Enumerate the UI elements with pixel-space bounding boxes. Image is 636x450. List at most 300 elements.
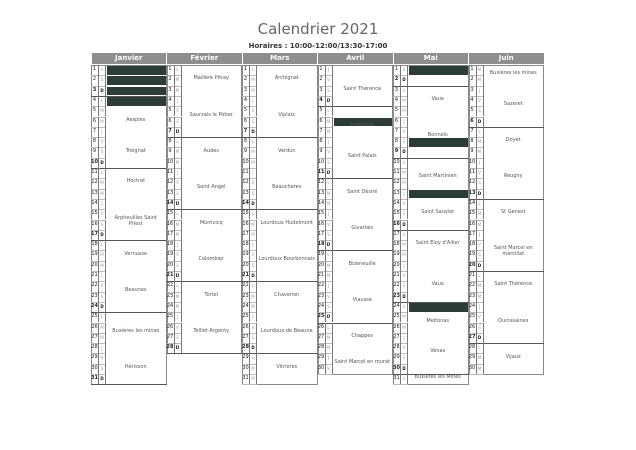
day-number: 5	[393, 106, 401, 116]
day-letter: M	[175, 302, 182, 312]
day-row-line	[469, 374, 484, 375]
day-number: 26	[469, 323, 477, 333]
day-row-line	[91, 384, 167, 385]
location-label: Buxières les mines	[489, 70, 537, 77]
day-letter: V	[99, 209, 106, 219]
day-letter: J	[99, 127, 106, 137]
day-number: 24	[167, 302, 175, 312]
day-number: 16	[167, 220, 175, 230]
location-label: Saint Marcel en marcillat	[493, 245, 533, 258]
day-number: 9	[469, 147, 477, 157]
day-number: 24	[242, 302, 250, 312]
day-letter: J	[326, 65, 333, 75]
day-letter: J	[477, 86, 484, 96]
day-number: 14	[393, 199, 401, 209]
day-number: 19	[167, 250, 175, 260]
blocked-day-cell	[409, 66, 468, 75]
day-number: 10	[469, 158, 477, 168]
day-letter: D	[401, 364, 408, 374]
day-letter: M	[401, 168, 408, 178]
day-letter: L	[477, 127, 484, 137]
day-letter: S	[250, 261, 257, 271]
day-number: 6	[242, 117, 250, 127]
day-number: 15	[242, 209, 250, 219]
day-letter: J	[250, 168, 257, 178]
location-label: Hoctrat	[126, 178, 146, 185]
day-number: 12	[393, 178, 401, 188]
day-number: 19	[242, 250, 250, 260]
day-letter: S	[175, 261, 182, 271]
day-letter: S	[477, 106, 484, 116]
day-letter: V	[401, 343, 408, 353]
day-number: 5	[242, 106, 250, 116]
location-label: Teillet Argenty	[193, 327, 230, 334]
location-label: Maillère Pitray	[193, 75, 230, 82]
day-letter: D	[250, 271, 257, 281]
day-number: 7	[469, 127, 477, 137]
day-letter: D	[99, 158, 106, 168]
day-number: 20	[393, 261, 401, 271]
location-label: Chappes	[351, 332, 374, 339]
day-letter: M	[99, 333, 106, 343]
location-label: Sazeret	[503, 101, 523, 108]
location-label: Treignat	[125, 147, 146, 154]
location-label: Beaucheres	[272, 183, 302, 190]
day-number: 28	[91, 343, 99, 353]
day-number: 16	[242, 220, 250, 230]
day-number: 11	[393, 168, 401, 178]
day-letter: M	[401, 178, 408, 188]
day-letter: S	[175, 117, 182, 127]
day-letter: M	[477, 137, 484, 147]
day-number: 31	[91, 374, 99, 384]
day-number: 14	[469, 199, 477, 209]
day-letter: J	[250, 312, 257, 322]
location-label: Vaux	[431, 96, 444, 103]
day-number: 20	[318, 261, 326, 271]
day-letter: S	[326, 302, 333, 312]
day-number: 2	[469, 75, 477, 85]
day-number: 30	[393, 364, 401, 374]
day-number: 21	[167, 271, 175, 281]
day-number: 23	[242, 292, 250, 302]
day-letter: J	[401, 117, 408, 127]
day-number: 18	[167, 240, 175, 250]
day-number: 25	[393, 312, 401, 322]
day-number: 18	[469, 240, 477, 250]
day-number: 8	[167, 137, 175, 147]
day-letter: L	[175, 137, 182, 147]
location-label: Hérisson	[124, 363, 147, 370]
day-number: 23	[167, 292, 175, 302]
day-number: 11	[167, 168, 175, 178]
location-label: Meltonas	[426, 317, 450, 324]
day-letter: J	[99, 343, 106, 353]
day-letter: D	[99, 374, 106, 384]
day-number: 5	[167, 106, 175, 116]
day-letter: S	[401, 137, 408, 147]
day-number: 8	[469, 137, 477, 147]
day-number: 23	[91, 292, 99, 302]
day-letter: J	[175, 240, 182, 250]
day-number: 10	[393, 158, 401, 168]
location-label: Saint Thérence	[494, 281, 533, 288]
day-number: 7	[393, 127, 401, 137]
day-letter: D	[401, 147, 408, 157]
day-number: 25	[318, 312, 326, 322]
month-header: Février	[167, 53, 242, 64]
day-letter: J	[326, 209, 333, 219]
day-letter: D	[326, 240, 333, 250]
day-letter: J	[477, 158, 484, 168]
day-letter: M	[477, 75, 484, 85]
day-letter: D	[250, 343, 257, 353]
day-number: 26	[393, 323, 401, 333]
day-number: 29	[318, 353, 326, 363]
location-label: Saint Eloy d'Allier	[415, 240, 460, 247]
day-letter: V	[175, 106, 182, 116]
day-number: 1	[167, 65, 175, 75]
day-number: 9	[242, 147, 250, 157]
day-number: 2	[393, 75, 401, 85]
location-label: St Genest	[501, 209, 526, 216]
day-letter: D	[250, 127, 257, 137]
day-number: 26	[91, 323, 99, 333]
day-number: 19	[91, 250, 99, 260]
day-letter: M	[326, 117, 333, 127]
day-letter: S	[326, 230, 333, 240]
day-number: 4	[393, 96, 401, 106]
day-letter: J	[401, 261, 408, 271]
location-label: Buxières les Mines	[414, 374, 461, 381]
day-number: 16	[91, 220, 99, 230]
day-number: 8	[393, 137, 401, 147]
day-number: 22	[318, 281, 326, 291]
day-letter: M	[326, 199, 333, 209]
day-letter: M	[250, 364, 257, 374]
day-letter: V	[401, 271, 408, 281]
day-number: 26	[242, 323, 250, 333]
day-number: 20	[242, 261, 250, 271]
day-number: 16	[318, 220, 326, 230]
day-letter: M	[99, 323, 106, 333]
day-number: 13	[318, 189, 326, 199]
day-number: 18	[318, 240, 326, 250]
day-number: 30	[242, 364, 250, 374]
day-number: 17	[469, 230, 477, 240]
location-label: Arpheuilles Saint Priest	[114, 214, 157, 227]
day-number: 22	[393, 281, 401, 291]
day-number: 15	[393, 209, 401, 219]
day-number: 9	[91, 147, 99, 157]
day-letter: V	[477, 96, 484, 106]
day-letter: L	[250, 137, 257, 147]
day-letter: M	[250, 147, 257, 157]
blocked-day-cell	[107, 66, 166, 75]
day-number: 15	[318, 209, 326, 219]
day-number: 4	[91, 96, 99, 106]
day-number: 25	[91, 312, 99, 322]
location-label: Beaunes	[124, 286, 147, 293]
day-letter: L	[401, 86, 408, 96]
day-number: 20	[469, 261, 477, 271]
day-number: 2	[318, 75, 326, 85]
day-number: 21	[393, 271, 401, 281]
day-letter: S	[99, 75, 106, 85]
day-letter: S	[250, 333, 257, 343]
location-label: Lourdoux de Beaune	[260, 327, 313, 334]
day-letter: M	[99, 189, 106, 199]
day-letter: M	[250, 75, 257, 85]
month-header: Mai	[394, 53, 469, 64]
day-letter: V	[401, 199, 408, 209]
day-number: 13	[469, 189, 477, 199]
day-number: 17	[167, 230, 175, 240]
day-letter: V	[99, 353, 106, 363]
day-letter: D	[99, 230, 106, 240]
day-letter: M	[401, 323, 408, 333]
location-label: Aesples	[126, 116, 146, 123]
day-number: 22	[91, 281, 99, 291]
blocked-day-cell	[107, 97, 166, 106]
day-number: 6	[393, 117, 401, 127]
location-label: Saint Sauvier	[421, 209, 455, 216]
location-label: Venas	[430, 348, 446, 355]
day-number: 1	[393, 65, 401, 75]
day-letter: M	[175, 230, 182, 240]
day-letter: S	[477, 323, 484, 333]
day-letter: L	[99, 312, 106, 322]
day-letter: J	[175, 96, 182, 106]
day-number: 3	[167, 86, 175, 96]
location-label: Verdun	[277, 147, 296, 154]
day-number: 18	[91, 240, 99, 250]
day-letter: S	[99, 220, 106, 230]
day-letter: M	[250, 158, 257, 168]
day-letter: S	[326, 158, 333, 168]
day-number: 24	[318, 302, 326, 312]
day-number: 10	[91, 158, 99, 168]
day-letter: J	[326, 281, 333, 291]
day-number: 4	[242, 96, 250, 106]
location-label: Viausse	[352, 296, 372, 303]
day-letter: M	[326, 261, 333, 271]
day-number: 3	[469, 86, 477, 96]
day-number: 3	[242, 86, 250, 96]
day-number: 11	[91, 168, 99, 178]
day-letter: L	[401, 158, 408, 168]
location-label: Saint Martinien	[418, 173, 457, 180]
day-number: 24	[469, 302, 477, 312]
day-letter: V	[326, 364, 333, 374]
day-number: 10	[318, 158, 326, 168]
day-letter: V	[250, 323, 257, 333]
day-number: 13	[242, 189, 250, 199]
day-letter: M	[175, 292, 182, 302]
day-letter: M	[175, 86, 182, 96]
month-header: Mars	[243, 53, 318, 64]
day-letter: S	[477, 250, 484, 260]
day-number: 24	[393, 302, 401, 312]
day-number: 14	[318, 199, 326, 209]
day-number: 30	[91, 364, 99, 374]
day-number: 4	[318, 96, 326, 106]
day-number: 27	[318, 333, 326, 343]
day-number: 26	[318, 323, 326, 333]
day-letter: L	[326, 323, 333, 333]
day-letter: D	[175, 271, 182, 281]
day-number: 31	[393, 374, 401, 384]
day-number: 28	[393, 343, 401, 353]
blocked-day-cell	[107, 87, 166, 96]
day-letter: M	[477, 220, 484, 230]
day-number: 17	[318, 230, 326, 240]
day-number: 13	[91, 189, 99, 199]
day-letter: M	[477, 364, 484, 374]
day-letter: J	[401, 333, 408, 343]
day-number: 12	[242, 178, 250, 188]
day-number: 25	[242, 312, 250, 322]
day-letter: M	[250, 86, 257, 96]
day-letter: L	[99, 168, 106, 178]
location-label: Vernusse	[124, 250, 148, 257]
day-letter: M	[250, 374, 257, 384]
day-number: 27	[167, 333, 175, 343]
blocked-day-cell	[409, 138, 468, 147]
day-letter: M	[477, 292, 484, 302]
day-letter: L	[477, 343, 484, 353]
day-number: 15	[167, 209, 175, 219]
day-letter: M	[401, 250, 408, 260]
location-label: Saint Thérence	[343, 85, 382, 92]
day-letter: V	[175, 323, 182, 333]
day-number: 29	[393, 353, 401, 363]
day-letter: J	[250, 240, 257, 250]
day-number: 4	[167, 96, 175, 106]
location-label: Lourdoux Bourbonnais	[258, 255, 315, 262]
blocked-day-cell	[107, 76, 166, 85]
day-letter: J	[99, 199, 106, 209]
location-label: Archignat	[274, 75, 299, 82]
day-letter: D	[99, 302, 106, 312]
day-number: 28	[318, 343, 326, 353]
day-letter: V	[175, 178, 182, 188]
day-letter: M	[99, 178, 106, 188]
day-letter: L	[477, 271, 484, 281]
location-label: Colombier	[198, 255, 225, 262]
day-number: 6	[469, 117, 477, 127]
day-letter: D	[401, 220, 408, 230]
location-label: Vijaux	[505, 353, 521, 360]
day-letter: D	[175, 343, 182, 353]
day-letter: J	[175, 312, 182, 322]
location-label: Montvicq	[199, 219, 223, 226]
day-number: 11	[242, 168, 250, 178]
day-number: 5	[91, 106, 99, 116]
day-number: 2	[167, 75, 175, 85]
day-number: 6	[318, 117, 326, 127]
day-letter: L	[250, 281, 257, 291]
day-letter: S	[326, 86, 333, 96]
day-number: 29	[242, 353, 250, 363]
day-letter: V	[99, 65, 106, 75]
day-letter: M	[99, 261, 106, 271]
location-label: Saint Marcel en murat	[334, 358, 390, 365]
day-number: 25	[167, 312, 175, 322]
day-row-line	[393, 384, 408, 385]
day-letter: M	[250, 220, 257, 230]
day-letter: L	[326, 106, 333, 116]
day-number: 7	[91, 127, 99, 137]
day-letter: M	[99, 117, 106, 127]
location-label: Tortel	[204, 291, 219, 298]
day-letter: J	[477, 230, 484, 240]
day-number: 9	[167, 147, 175, 157]
day-number: 21	[318, 271, 326, 281]
day-number: 9	[393, 147, 401, 157]
location-label: Vitrières	[276, 363, 298, 370]
page-title: Calendrier 2021	[257, 20, 379, 38]
day-letter: M	[175, 220, 182, 230]
day-number: 2	[91, 75, 99, 85]
day-number: 13	[393, 189, 401, 199]
day-letter: V	[477, 312, 484, 322]
day-number: 28	[167, 343, 175, 353]
day-number: 26	[167, 323, 175, 333]
day-number: 5	[318, 106, 326, 116]
month-header: Juin	[469, 53, 544, 64]
location-label: Vaux	[431, 281, 444, 288]
day-letter: S	[477, 178, 484, 188]
day-number: 18	[242, 240, 250, 250]
day-letter: D	[477, 261, 484, 271]
blocked-day-cell	[409, 303, 468, 312]
day-letter: J	[477, 302, 484, 312]
day-number: 15	[469, 209, 477, 219]
day-letter: J	[99, 271, 106, 281]
day-letter: L	[99, 96, 106, 106]
day-number: 3	[393, 86, 401, 96]
day-number: 14	[242, 199, 250, 209]
day-number: 25	[469, 312, 477, 322]
day-letter: L	[401, 302, 408, 312]
day-letter: D	[326, 168, 333, 178]
location-label: Lourdoux Hudelmont	[260, 219, 313, 226]
location-label: Quinssaines	[498, 317, 529, 324]
day-number: 14	[167, 199, 175, 209]
day-row-line	[318, 374, 333, 375]
day-letter: V	[326, 292, 333, 302]
day-letter: L	[326, 178, 333, 188]
day-letter: V	[477, 240, 484, 250]
day-number: 14	[91, 199, 99, 209]
location-label: Comodde	[350, 121, 375, 128]
day-letter: V	[401, 127, 408, 137]
day-number: 6	[167, 117, 175, 127]
day-letter: D	[401, 75, 408, 85]
day-number: 19	[318, 250, 326, 260]
day-number: 10	[167, 158, 175, 168]
day-letter: S	[99, 147, 106, 157]
day-number: 29	[469, 353, 477, 363]
day-letter: M	[250, 230, 257, 240]
day-number: 28	[242, 343, 250, 353]
location-label: Chavenon	[274, 291, 300, 298]
day-number: 12	[91, 178, 99, 188]
day-letter: V	[250, 178, 257, 188]
day-letter: S	[401, 281, 408, 291]
day-letter: M	[326, 127, 333, 137]
